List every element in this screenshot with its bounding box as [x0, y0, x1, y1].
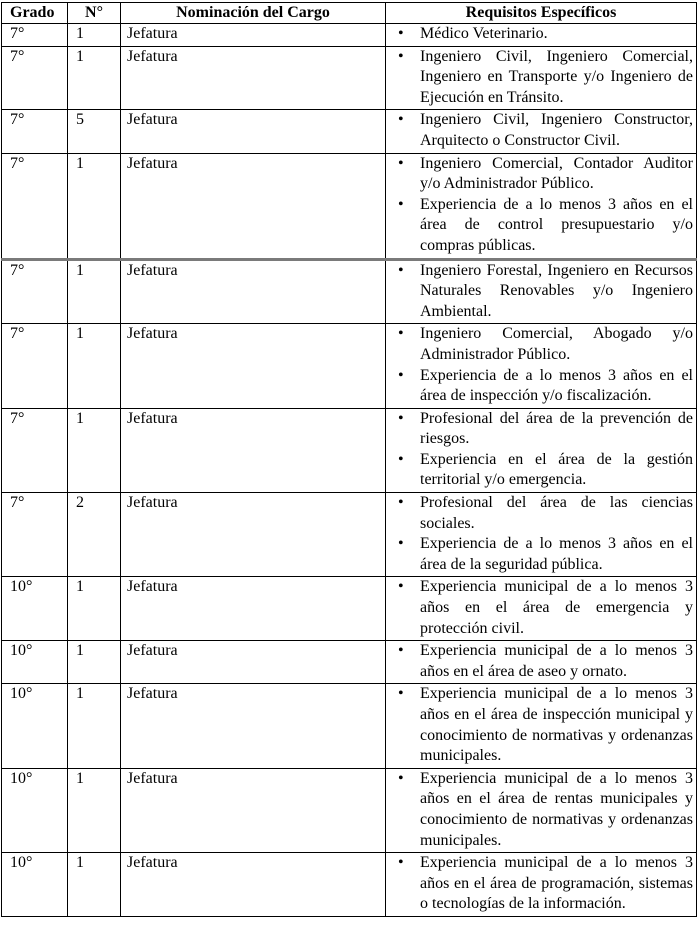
grado-cell: 7°: [2, 24, 68, 47]
requisitos-cell: [386, 408, 697, 492]
requisitos-list: [390, 47, 693, 109]
requisitos-list: [390, 493, 693, 575]
cargo-cell: Jefatura: [121, 153, 386, 259]
requisitos-cell: [386, 153, 697, 259]
numero-cell: 1: [68, 24, 121, 47]
requisitos-cell: [386, 768, 697, 852]
numero-cell: 1: [68, 46, 121, 110]
header-requisitos: Requisitos Específicos: [386, 3, 697, 24]
requisito-item: • Experiencia municipal de a lo menos 3 años en el área de inspección municipal y conocimiento de normativas y ordenanzas municipales.: [390, 684, 693, 766]
requisito-item: • Profesional del área de la prevención de riesgos.: [390, 409, 693, 450]
cargo-cell: Jefatura: [121, 259, 386, 324]
requisitos-cell: [386, 493, 697, 577]
requisitos-list: [390, 154, 693, 257]
grado-cell: 7°: [2, 110, 68, 153]
requisitos-list: [390, 641, 693, 682]
numero-cell: 1: [68, 768, 121, 852]
grado-cell: 7°: [2, 408, 68, 492]
requisito-item: • Experiencia municipal de a lo menos 3 años en el área de programación, sistemas o tecnologías de la información.: [390, 853, 693, 915]
cargo-cell: Jefatura: [121, 853, 386, 917]
header-row: [2, 3, 697, 24]
table-row: [2, 493, 697, 577]
requisitos-list: [390, 324, 693, 406]
table-row: [2, 641, 697, 684]
requisitos-list: [390, 769, 693, 851]
cargo-cell: Jefatura: [121, 493, 386, 577]
cargo-cell: Jefatura: [121, 110, 386, 153]
requisitos-list: [390, 409, 693, 491]
requisitos-cell: [386, 641, 697, 684]
numero-cell: 1: [68, 577, 121, 641]
numero-cell: 1: [68, 324, 121, 408]
grado-cell: 10°: [2, 684, 68, 768]
table-row: [2, 110, 697, 153]
requisito-item: • Ingeniero Forestal, Ingeniero en Recursos Naturales Renovables y/o Ingeniero Ambiental.: [390, 261, 693, 323]
numero-cell: 5: [68, 110, 121, 153]
header-grado: Grado: [2, 3, 68, 24]
table-row: [2, 324, 697, 408]
requisitos-cell: [386, 324, 697, 408]
grado-cell: 7°: [2, 324, 68, 408]
grado-cell: 10°: [2, 853, 68, 917]
grado-cell: 7°: [2, 493, 68, 577]
table-row: [2, 259, 697, 324]
requisito-item: • Médico Veterinario.: [390, 24, 693, 45]
numero-cell: 1: [68, 641, 121, 684]
header-numero: N°: [68, 3, 121, 24]
requisito-item: • Experiencia de a lo menos 3 años en el área de control presupuestario y/o compras públicas.: [390, 195, 693, 257]
table-body: [2, 24, 697, 917]
numero-cell: 1: [68, 153, 121, 259]
cargo-cell: Jefatura: [121, 46, 386, 110]
requisitos-cell: [386, 577, 697, 641]
numero-cell: 1: [68, 259, 121, 324]
requisito-item: • Experiencia de a lo menos 3 años en el área de la seguridad pública.: [390, 534, 693, 575]
requisitos-cell: [386, 684, 697, 768]
numero-cell: 1: [68, 853, 121, 917]
requisito-item: • Ingeniero Civil, Ingeniero Comercial, Ingeniero en Transporte y/o Ingeniero de Ejecución en Tránsito.: [390, 47, 693, 109]
numero-cell: 1: [68, 684, 121, 768]
requisitos-cell: [386, 259, 697, 324]
numero-cell: 2: [68, 493, 121, 577]
table-row: [2, 46, 697, 110]
requisito-item: • Experiencia en el área de la gestión territorial y/o emergencia.: [390, 450, 693, 491]
table-row: [2, 577, 697, 641]
requisitos-list: [390, 853, 693, 915]
table-row: [2, 853, 697, 917]
cargo-cell: Jefatura: [121, 768, 386, 852]
requisitos-list: [390, 24, 693, 45]
cargo-cell: Jefatura: [121, 641, 386, 684]
requisito-item: • Ingeniero Comercial, Abogado y/o Administrador Público.: [390, 324, 693, 365]
requisito-item: • Experiencia municipal de a lo menos 3 años en el área de aseo y ornato.: [390, 641, 693, 682]
requisito-item: • Ingeniero Comercial, Contador Auditor y/o Administrador Público.: [390, 154, 693, 195]
header-nominacion: Nominación del Cargo: [121, 3, 386, 24]
requisitos-list: [390, 684, 693, 766]
requisitos-cell: [386, 46, 697, 110]
requisitos-cell: [386, 24, 697, 47]
numero-cell: 1: [68, 408, 121, 492]
grado-cell: 10°: [2, 768, 68, 852]
table-row: [2, 684, 697, 768]
requisito-item: • Experiencia de a lo menos 3 años en el área de inspección y/o fiscalización.: [390, 366, 693, 407]
requisito-item: • Experiencia municipal de a lo menos 3 años en el área de emergencia y protección civil.: [390, 577, 693, 639]
requisito-item: • Experiencia municipal de a lo menos 3 años en el área de rentas municipales y conocimiento de normativas y ordenanzas municipales.: [390, 769, 693, 851]
cargo-cell: Jefatura: [121, 408, 386, 492]
requisitos-cell: [386, 110, 697, 153]
cargo-cell: Jefatura: [121, 577, 386, 641]
table-row: [2, 24, 697, 47]
grado-cell: 10°: [2, 577, 68, 641]
requisito-item: • Ingeniero Civil, Ingeniero Constructor, Arquitecto o Constructor Civil.: [390, 110, 693, 151]
grado-cell: 7°: [2, 259, 68, 324]
table-row: [2, 153, 697, 259]
grado-cell: 7°: [2, 46, 68, 110]
table-row: [2, 408, 697, 492]
grado-cell: 10°: [2, 641, 68, 684]
requisitos-table: [1, 2, 697, 917]
cargo-cell: Jefatura: [121, 24, 386, 47]
requisito-item: • Profesional del área de las ciencias sociales.: [390, 493, 693, 534]
requisitos-list: [390, 261, 693, 323]
requisitos-list: [390, 110, 693, 151]
cargo-cell: Jefatura: [121, 684, 386, 768]
table-row: [2, 768, 697, 852]
requisitos-list: [390, 577, 693, 639]
requisitos-cell: [386, 853, 697, 917]
grado-cell: 7°: [2, 153, 68, 259]
cargo-cell: Jefatura: [121, 324, 386, 408]
